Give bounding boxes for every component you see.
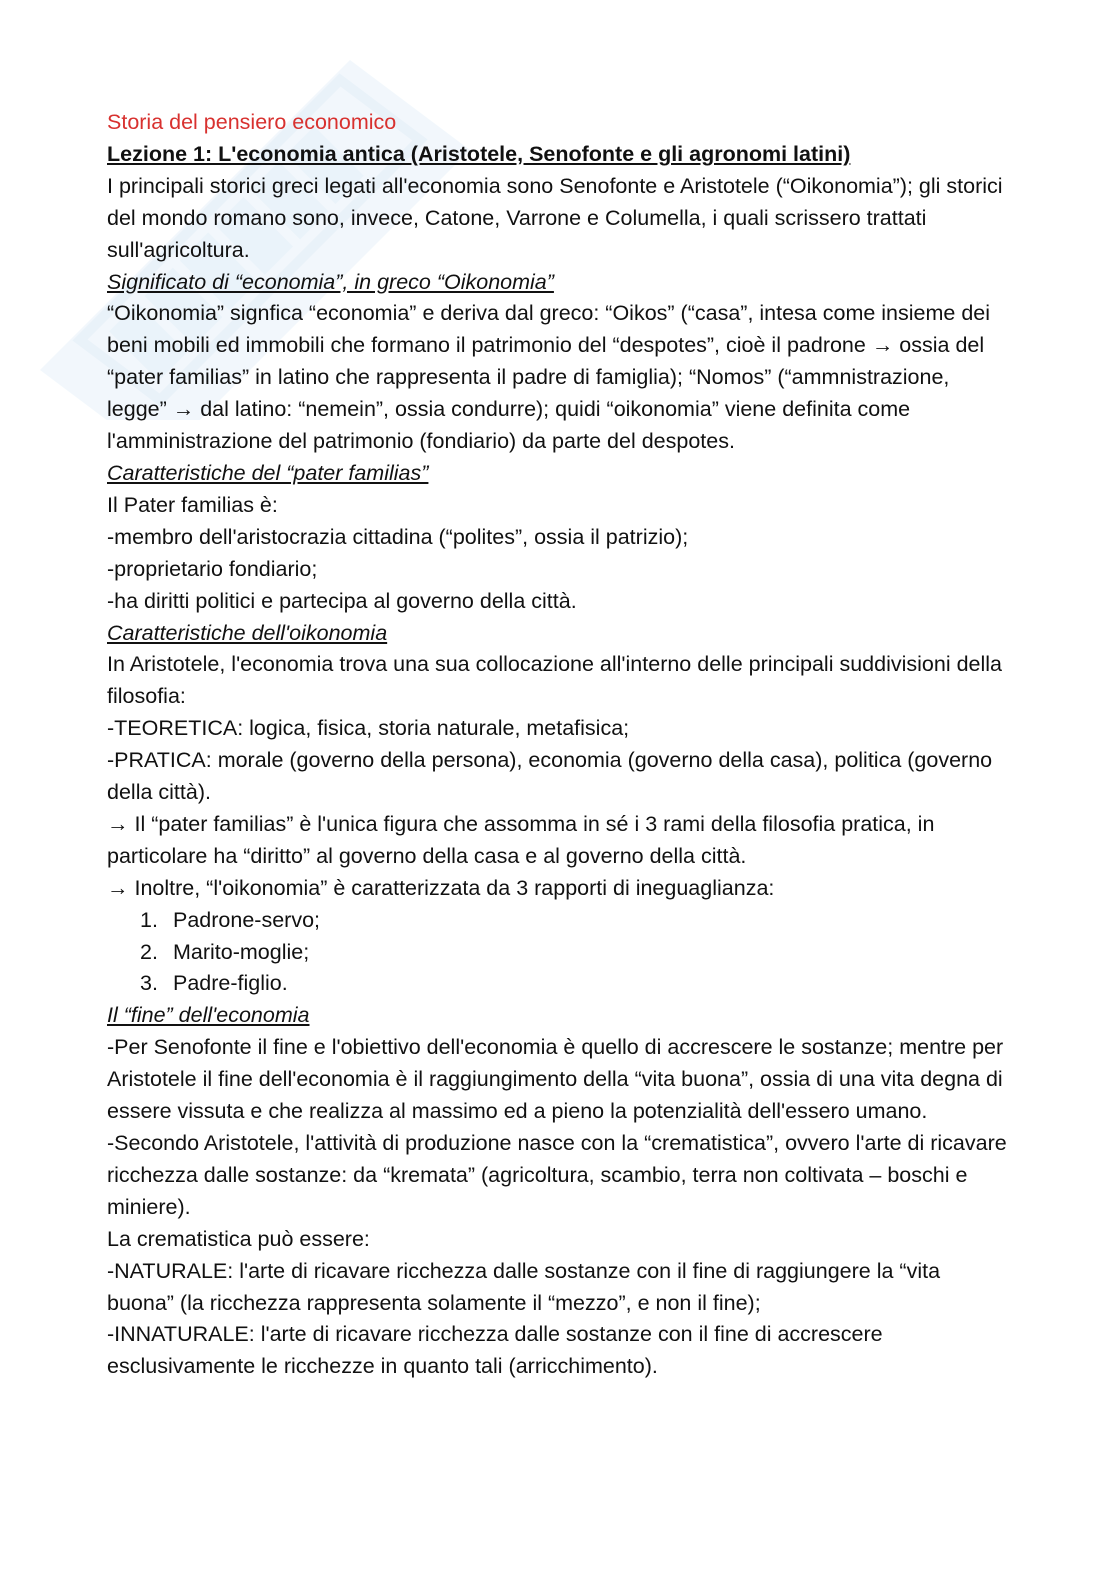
section-body-significato: “Oikonomia” signfica “economia” e deriva dal greco: “Oikos” (“casa”, intesa come insieme dei beni mobili ed immobili che formano il patrimonio del “despotes”, cioè il padrone → ossia del “pater familias” in latino che rappresenta il padre di famiglia); “Nomos” (“ammnistrazione, legge” → dal latino: “nemein”, ossia condurre); quidi “oikonomia” viene definita come l'amministrazione del patrimonio (fondiario) da parte del despotes. <box>107 301 991 454</box>
paragraph-line: -Per Senofonte il fine e l'obiettivo dell'economia è quello di accrescere le sostanze; mentre per Aristotele il fine dell'economia è il raggiungimento della “vita buona”, ossia di una vita degna di essere vissuta e che realizza al massimo ed a pieno la potenzialità dell'essero umano. <box>107 1035 1004 1124</box>
section-heading-significato: Significato di “economia”, in greco “Oikonomia” <box>107 269 554 294</box>
paragraph-line: La crematistica può essere: <box>107 1226 370 1251</box>
list-item-text: Padrone-servo; <box>173 907 320 932</box>
list-item <box>107 905 1007 937</box>
list-item-number: 2. <box>140 939 158 964</box>
list-item <box>107 937 1007 969</box>
list-item-text: Padre-figlio. <box>173 971 288 996</box>
section-heading-oikonomia: Caratteristiche dell'oikonomia <box>107 620 388 645</box>
section-heading-fine: Il “fine” dell'economia <box>107 1003 310 1028</box>
paragraph-line: -membro dell'aristocrazia cittadina (“polites”, ossia il patrizio); <box>107 524 689 549</box>
paragraph-line: -PRATICA: morale (governo della persona), economia (governo della casa), politica (governo della città). <box>107 748 993 805</box>
list-item-number: 1. <box>140 907 158 932</box>
list-item-text: Marito-moglie; <box>173 939 310 964</box>
paragraph-line: → Il “pater familias” è l'unica figura che assomma in sé i 3 rami della filosofia pratica, in particolare ha “diritto” al governo della casa e al governo della città. <box>107 811 935 868</box>
paragraph-line: -Secondo Aristotele, l'attività di produzione nasce con la “crematistica”, ovvero l'arte di ricavare ricchezza dalle sostanze: da “kremata” (agricoltura, scambio, terra non coltivata – boschi e miniere). <box>107 1131 1007 1219</box>
list-item <box>107 968 1007 1000</box>
paragraph-line: -TEORETICA: logica, fisica, storia naturale, metafisica; <box>107 716 630 741</box>
paragraph-line: -NATURALE: l'arte di ricavare ricchezza dalle sostanze con il fine di raggiungere la “vita buona” (la ricchezza rappresenta solamente il “mezzo”, e non il fine); <box>107 1258 941 1315</box>
inequality-list <box>107 905 1007 1001</box>
paragraph-line: -INNATURALE: l'arte di ricavare ricchezza dalle sostanze con il fine di accrescere esclusivamente le ricchezze in quanto tali (arricchimento). <box>107 1322 883 1379</box>
section-heading-pater-familias: Caratteristiche del “pater familias” <box>107 460 429 485</box>
paragraph-line: Il Pater familias è: <box>107 492 278 517</box>
document-page <box>107 107 1007 1383</box>
intro-paragraph: I principali storici greci legati all'economia sono Senofonte e Aristotele (“Oikonomia”); gli storici del mondo romano sono, invece, Catone, Varrone e Columella, i quali scrissero trattati sull'agricoltura. <box>107 173 1003 262</box>
document-title: Storia del pensiero economico <box>107 110 397 134</box>
paragraph-line: → Inoltre, “l'oikonomia” è caratterizzata da 3 rapporti di ineguaglianza: <box>107 875 775 900</box>
paragraph-line: -proprietario fondiario; <box>107 556 318 581</box>
lesson-heading: Lezione 1: L'economia antica (Aristotele, Senofonte e gli agronomi latini) <box>107 141 851 166</box>
list-item-number: 3. <box>140 971 158 996</box>
paragraph-line: -ha diritti politici e partecipa al governo della città. <box>107 588 577 613</box>
paragraph-line: In Aristotele, l'economia trova una sua collocazione all'interno delle principali suddivisioni della filosofia: <box>107 652 1003 709</box>
